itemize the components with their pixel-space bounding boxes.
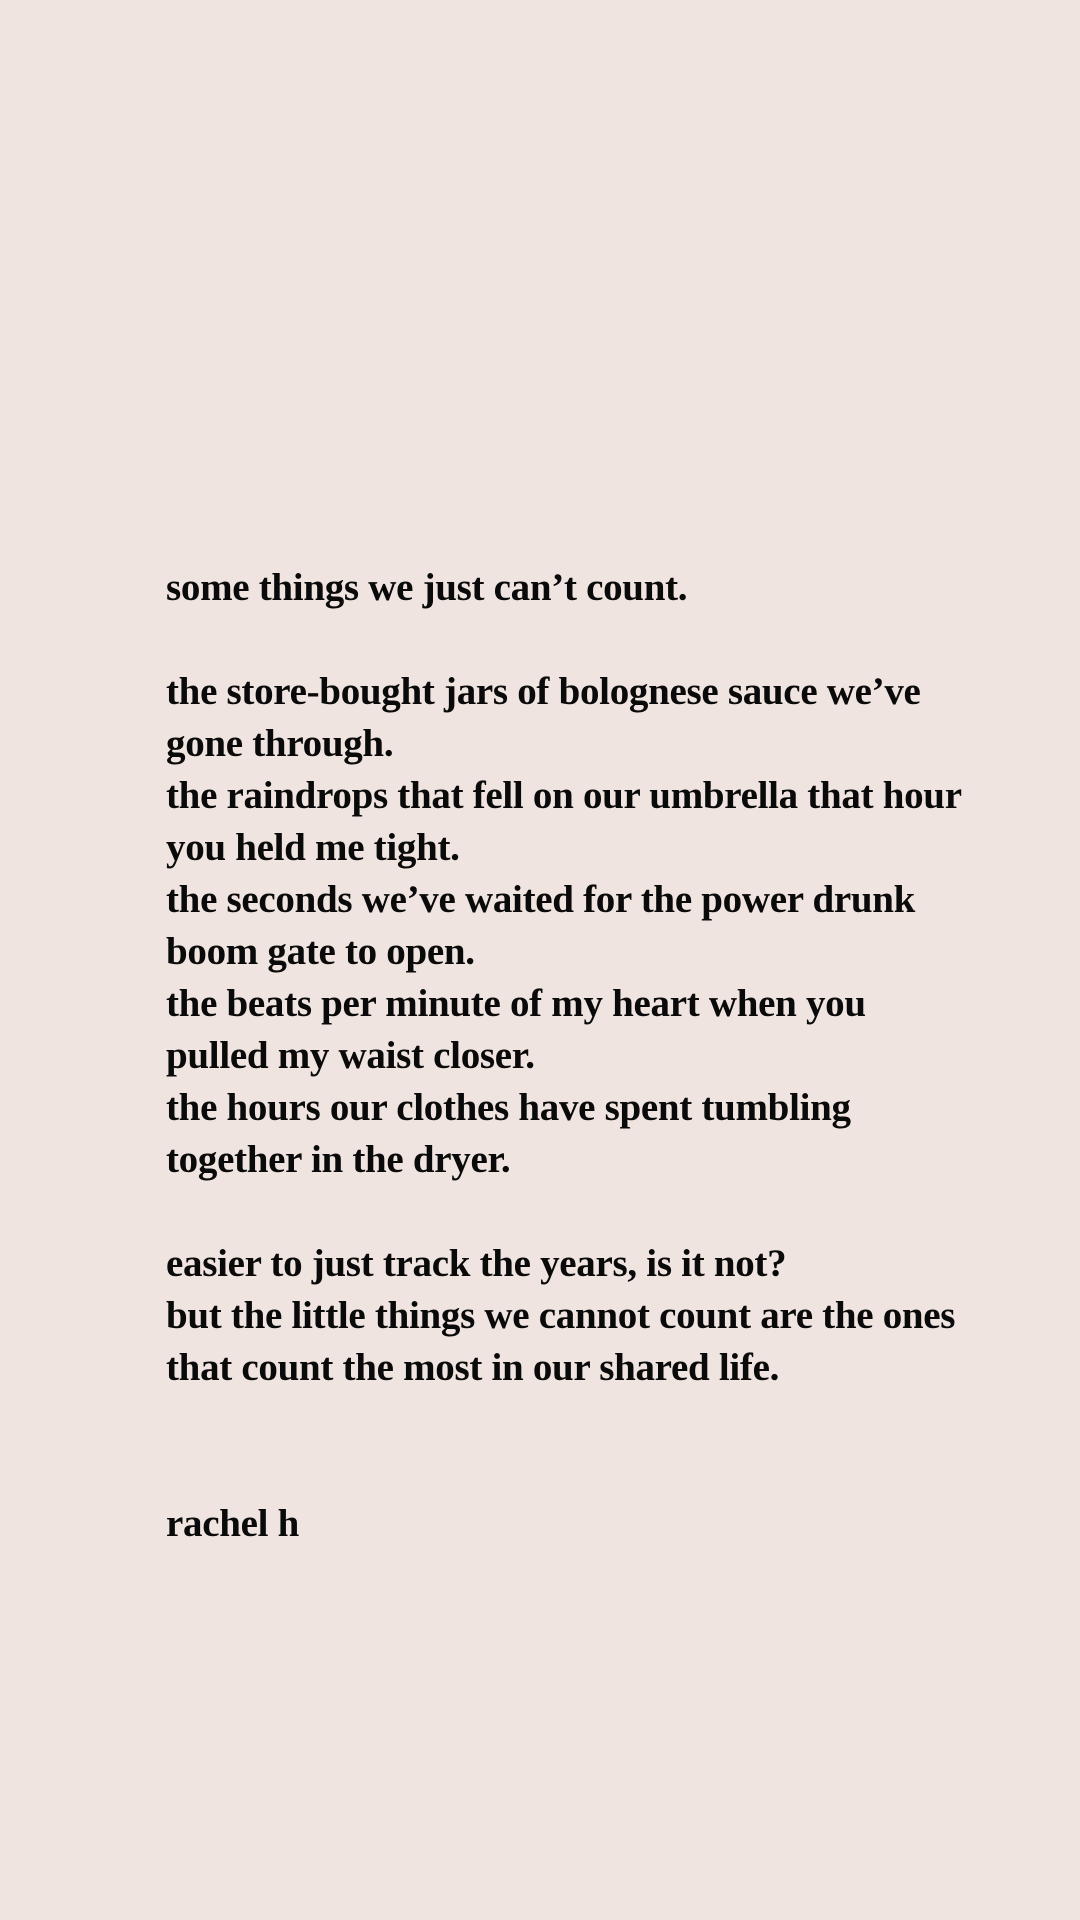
poem-author: rachel h (166, 1502, 299, 1545)
signature-spacer (166, 1394, 1046, 1498)
poem-line: the raindrops that fell on our umbrella that hour (166, 774, 962, 817)
stanza-spacer (166, 614, 1046, 666)
stanza-1 (166, 666, 1046, 1186)
poem-line: easier to just track the years, is it not? (166, 1242, 787, 1285)
poem-line: the store-bought jars of bolognese sauce we’ve (166, 670, 921, 713)
poem-line: the beats per minute of my heart when you (166, 982, 866, 1025)
poem-line: boom gate to open. (166, 930, 475, 973)
stanza-2 (166, 1238, 1046, 1394)
poem-card (166, 562, 1046, 1550)
poem-line: gone through. (166, 722, 394, 765)
poem-title: some things we just can’t count. (166, 566, 688, 609)
poem-line: but the little things we cannot count are the ones (166, 1294, 956, 1337)
poem-line: you held me tight. (166, 826, 460, 869)
poem-line: the hours our clothes have spent tumbling (166, 1086, 851, 1129)
stanza-spacer (166, 1186, 1046, 1238)
poem-line: the seconds we’ve waited for the power drunk (166, 878, 916, 921)
poem-line: that count the most in our shared life. (166, 1346, 780, 1389)
poem-line: together in the dryer. (166, 1138, 511, 1181)
poem-line: pulled my waist closer. (166, 1034, 535, 1077)
